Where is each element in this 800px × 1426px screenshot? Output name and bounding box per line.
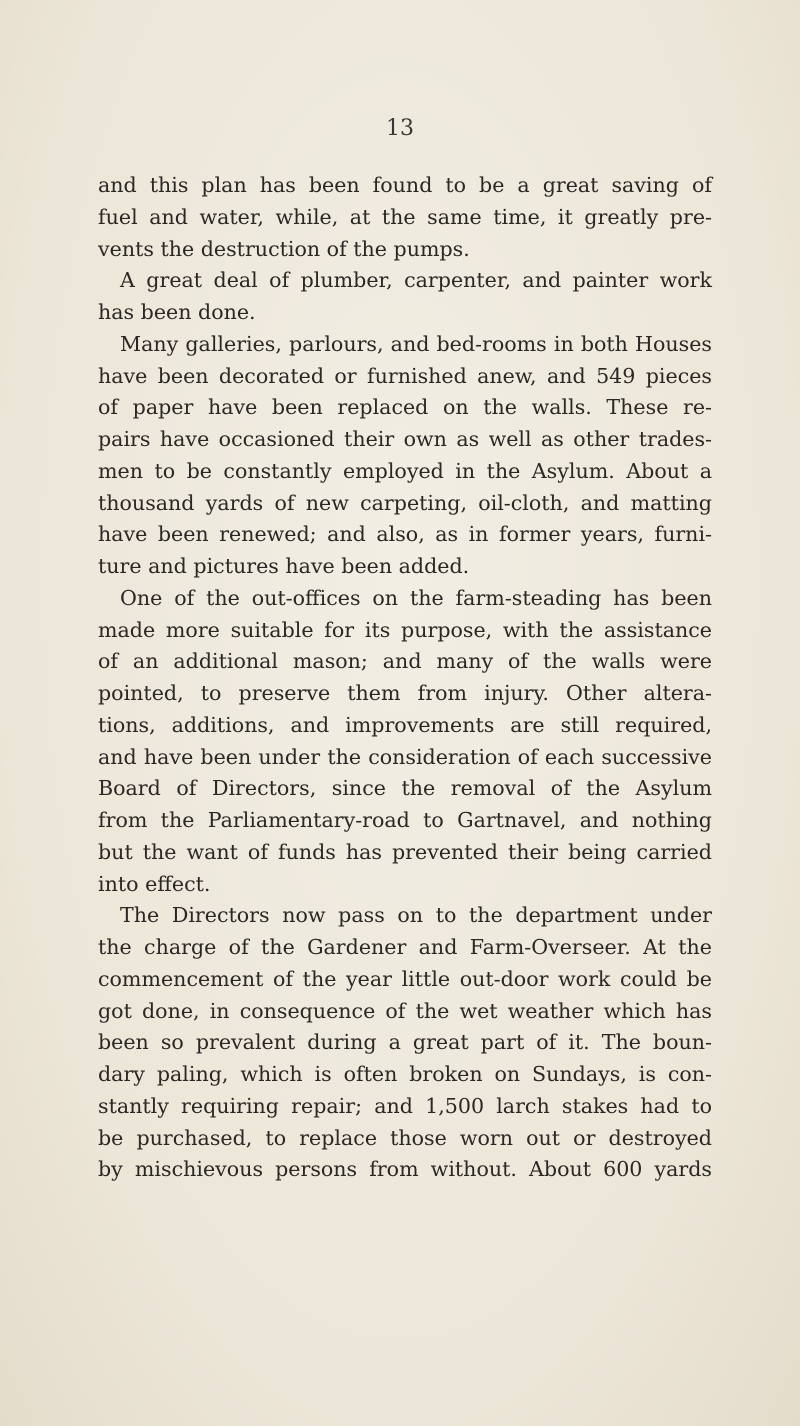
text-line: men to be constantly employed in the Asylum. About a [98,458,712,483]
text-line: of an additional mason; and many of the walls were [98,649,712,674]
text-line: commencement of the year little out-door work could be [98,966,712,991]
text-line: of paper have been replaced on the walls. These re- [98,395,712,420]
text-line: Many galleries, parlours, and bed-rooms in both Houses [120,331,712,356]
body-text [98,170,712,1186]
text-line: stantly requiring repair; and 1,500 larch stakes had to [98,1093,712,1118]
text-line: made more suitable for its purpose, with the assistance [98,617,712,642]
text-line: Board of Directors, since the removal of the Asylum [98,776,712,801]
text-line: dary paling, which is often broken on Sundays, is con- [98,1062,712,1086]
text-line: pointed, to preserve them from injury. Other altera- [98,681,712,705]
text-line: has been done. [98,300,256,324]
text-line: fuel and water, while, at the same time, it greatly pre- [98,204,712,229]
text-line: tions, additions, and improvements are still required, [98,712,712,737]
text-line: into effect. [98,871,211,896]
text-line: ture and pictures have been added. [98,554,470,578]
text-line: The Directors now pass on to the department under [120,903,712,928]
text-line: A great deal of plumber, carpenter, and painter work [120,268,712,293]
text-line: and have been under the consideration of each successive [98,744,712,769]
text-line: been so prevalent during a great part of it. The boun- [98,1030,712,1055]
text-line: got done, in consequence of the wet weather which has [98,998,712,1023]
text-line: pairs have occasioned their own as well as other trades- [98,427,712,451]
text-line: have been decorated or furnished anew, and 549 pieces [98,363,712,388]
text-line: and this plan has been found to be a great saving of [98,173,712,197]
text-line: from the Parliamentary-road to Gartnavel, and nothing [98,808,712,832]
text-line: the charge of the Gardener and Farm-Overseer. At the [98,935,712,959]
text-line: vents the destruction of the pumps. [98,236,470,261]
text-line: be purchased, to replace those worn out or destroyed [98,1125,712,1150]
text-line: have been renewed; and also, as in former years, furni- [98,522,712,547]
text-line: One of the out-offices on the farm-steading has been [120,585,712,610]
page-number: 13 [386,116,414,141]
text-line: thousand yards of new carpeting, oil-cloth, and matting [98,490,712,515]
text-line: by mischievous persons from without. About 600 yards [98,1157,712,1182]
text-line: but the want of funds has prevented their being carried [98,839,712,864]
